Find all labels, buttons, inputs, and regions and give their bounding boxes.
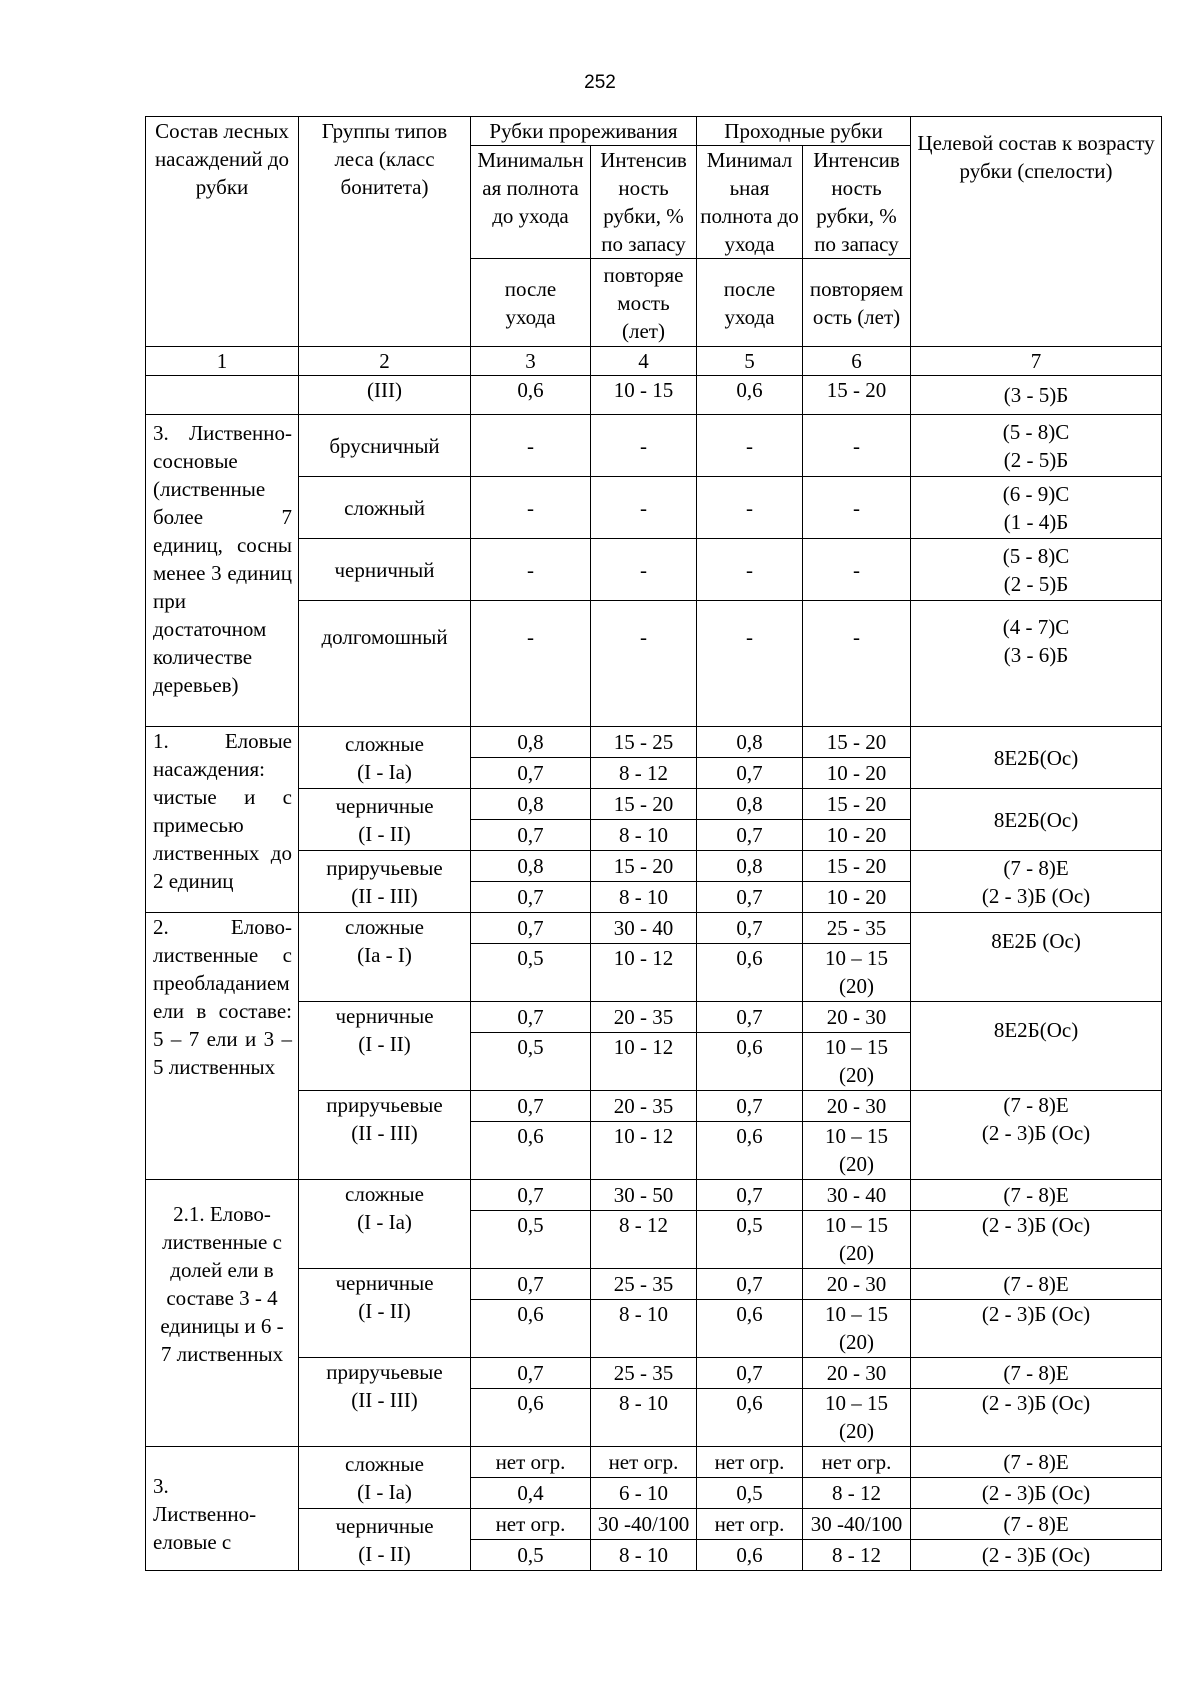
table-row — [146, 1002, 1162, 1033]
value-cell: - — [697, 539, 803, 601]
value-cell: 8 - 12 — [591, 758, 697, 789]
value-cell: - — [471, 477, 591, 539]
header-repeat-passage: повторяем ость (лет) — [803, 259, 911, 347]
target-cell: (2 - 3)Б (Ос) — [911, 1389, 1162, 1447]
value-cell: 0,5 — [697, 1478, 803, 1509]
value-cell: нет огр. — [591, 1447, 697, 1478]
value-cell: 0,8 — [471, 851, 591, 882]
value-cell: 20 - 30 — [803, 1091, 911, 1122]
target-cell: (3 - 5)Б — [911, 376, 1162, 415]
value-cell: 0,7 — [697, 913, 803, 944]
target-cell: 8Е2Б(Ос) — [911, 1002, 1162, 1091]
value-cell: 0,5 — [471, 1540, 591, 1571]
value-cell: 0,7 — [471, 1002, 591, 1033]
forest-type-cell: приручьевые (II - III) — [299, 1091, 471, 1180]
group-cell: 2. Елово-лиственные с преобладанием ели в составе: 5 – 7 ели и 3 – 5 лиственных — [146, 913, 299, 1180]
value-cell: 30 - 40 — [591, 913, 697, 944]
column-number: 1 — [146, 347, 299, 376]
value-cell: - — [591, 539, 697, 601]
target-cell: (2 - 3)Б (Ос) — [911, 1540, 1162, 1571]
value-cell: 10 – 15 (20) — [803, 1033, 911, 1091]
target-cell: 8Е2Б(Ос) — [911, 789, 1162, 851]
target-cell: (7 - 8)Е — [911, 1358, 1162, 1389]
value-cell: 8 - 10 — [591, 1389, 697, 1447]
column-number: 7 — [911, 347, 1162, 376]
value-cell: 20 - 30 — [803, 1002, 911, 1033]
value-cell: - — [803, 601, 911, 727]
column-number: 5 — [697, 347, 803, 376]
forest-type-cell: сложные (Ia - I) — [299, 913, 471, 1002]
value-cell: 0,7 — [471, 1358, 591, 1389]
value-cell: - — [471, 539, 591, 601]
target-cell: (7 - 8)Е (2 - 3)Б (Ос) — [911, 851, 1162, 913]
value-cell: 0,5 — [697, 1211, 803, 1269]
value-cell: 0,6 — [697, 1122, 803, 1180]
table-row — [146, 1091, 1162, 1122]
header-intensity-passage: Интенсив ность рубки, % по запасу — [803, 146, 911, 259]
header-thinning: Рубки прореживания — [471, 117, 697, 146]
table-row — [146, 1269, 1162, 1300]
value-cell: 15 - 20 — [803, 376, 911, 415]
column-number: 3 — [471, 347, 591, 376]
value-cell: 0,7 — [471, 1180, 591, 1211]
header-composition: Состав лесных насаждений до рубки — [146, 117, 299, 347]
value-cell: 6 - 10 — [591, 1478, 697, 1509]
value-cell: 0,7 — [471, 1269, 591, 1300]
forest-type-cell: долгомошный — [299, 601, 471, 727]
value-cell: 0,7 — [697, 1269, 803, 1300]
group-cell: 1. Еловые насаждения: чистые и с примесью лиственных до 2 единиц — [146, 727, 299, 913]
table-row — [146, 477, 1162, 539]
value-cell: 0,7 — [697, 820, 803, 851]
header-forest-types: Группы типов леса (класс бонитета) — [299, 117, 471, 347]
forest-type-cell: сложные (I - Ia) — [299, 1180, 471, 1269]
value-cell: 0,5 — [471, 1211, 591, 1269]
value-cell: 0,6 — [697, 944, 803, 1002]
value-cell: 0,8 — [471, 727, 591, 758]
value-cell: 0,6 — [697, 376, 803, 415]
value-cell: 0,7 — [471, 1091, 591, 1122]
value-cell: нет огр. — [697, 1447, 803, 1478]
value-cell: 0,8 — [697, 789, 803, 820]
value-cell: 30 - 40 — [803, 1180, 911, 1211]
header-intensity-thinning: Интенсив ность рубки, % по запасу — [591, 146, 697, 259]
group-cell: 2.1. Елово- лиственные с долей ели в составе 3 - 4 единицы и 6 - 7 лиственных — [146, 1180, 299, 1447]
value-cell: - — [591, 415, 697, 477]
value-cell: - — [803, 415, 911, 477]
value-cell: 0,6 — [697, 1540, 803, 1571]
target-cell: (2 - 3)Б (Ос) — [911, 1478, 1162, 1509]
table-header — [146, 117, 1162, 376]
value-cell: - — [697, 477, 803, 539]
table-row — [146, 415, 1162, 477]
table-row — [146, 1509, 1162, 1540]
value-cell: - — [697, 415, 803, 477]
value-cell: 0,8 — [697, 851, 803, 882]
value-cell: 30 -40/100 — [803, 1509, 911, 1540]
value-cell: 20 - 30 — [803, 1269, 911, 1300]
forest-type-cell: сложный — [299, 477, 471, 539]
table-row — [146, 1358, 1162, 1389]
target-cell: (7 - 8)Е — [911, 1447, 1162, 1478]
value-cell: 25 - 35 — [591, 1358, 697, 1389]
header-after-thinning: после ухода — [471, 259, 591, 347]
value-cell: 20 - 35 — [591, 1002, 697, 1033]
value-cell: 8 - 10 — [591, 820, 697, 851]
value-cell: 0,6 — [697, 1300, 803, 1358]
value-cell: 15 - 20 — [591, 789, 697, 820]
value-cell: 15 - 20 — [803, 789, 911, 820]
value-cell: 0,6 — [471, 376, 591, 415]
value-cell: - — [591, 601, 697, 727]
group-cell: 3. Лиственно-сосновые (лиственные более 7 единиц, сосны менее 3 единиц при достаточном количестве деревьев) — [146, 415, 299, 727]
value-cell: 8 - 10 — [591, 882, 697, 913]
value-cell: 0,8 — [471, 789, 591, 820]
value-cell: 15 - 20 — [591, 851, 697, 882]
table-row — [146, 1180, 1162, 1211]
header-passage: Проходные рубки — [697, 117, 911, 146]
value-cell: 0,7 — [697, 758, 803, 789]
target-cell: (6 - 9)С (1 - 4)Б — [911, 477, 1162, 539]
value-cell: - — [471, 601, 591, 727]
value-cell: 0,7 — [697, 1091, 803, 1122]
value-cell: 25 - 35 — [591, 1269, 697, 1300]
value-cell: 25 - 35 — [803, 913, 911, 944]
value-cell: 15 - 25 — [591, 727, 697, 758]
value-cell: 0,7 — [471, 882, 591, 913]
page-number: 252 — [584, 72, 616, 93]
header-min-density-thinning: Минимальн ая полнота до ухода — [471, 146, 591, 259]
value-cell: 30 -40/100 — [591, 1509, 697, 1540]
table-row — [146, 1447, 1162, 1478]
forest-type-cell: черничные (I - II) — [299, 789, 471, 851]
column-number: 6 — [803, 347, 911, 376]
value-cell: 0,7 — [471, 913, 591, 944]
forest-type-cell: черничный — [299, 539, 471, 601]
target-cell: (5 - 8)С (2 - 5)Б — [911, 539, 1162, 601]
value-cell: 0,7 — [697, 1358, 803, 1389]
value-cell: 8 - 12 — [591, 1211, 697, 1269]
target-cell: 8Е2Б (Ос) — [911, 913, 1162, 1002]
forest-type-cell: черничные (I - II) — [299, 1002, 471, 1091]
table-row — [146, 601, 1162, 727]
value-cell: 8 - 12 — [803, 1478, 911, 1509]
forest-type-cell: (III) — [299, 376, 471, 415]
table-row — [146, 789, 1162, 820]
forest-type-cell: черничные (I - II) — [299, 1509, 471, 1571]
value-cell: 8 - 10 — [591, 1540, 697, 1571]
target-cell: (7 - 8)Е — [911, 1180, 1162, 1211]
target-cell: (7 - 8)Е (2 - 3)Б (Ос) — [911, 1091, 1162, 1180]
value-cell: - — [803, 539, 911, 601]
table-row — [146, 539, 1162, 601]
value-cell: 0,6 — [471, 1300, 591, 1358]
target-cell: (2 - 3)Б (Ос) — [911, 1211, 1162, 1269]
value-cell: 8 - 12 — [803, 1540, 911, 1571]
value-cell: 10 – 15 (20) — [803, 1389, 911, 1447]
value-cell: 15 - 20 — [803, 727, 911, 758]
value-cell: 8 - 10 — [591, 1300, 697, 1358]
value-cell: 10 – 15 (20) — [803, 1300, 911, 1358]
value-cell: 30 - 50 — [591, 1180, 697, 1211]
value-cell: 0,5 — [471, 1033, 591, 1091]
value-cell: нет огр. — [803, 1447, 911, 1478]
value-cell: 10 - 15 — [591, 376, 697, 415]
target-cell: 8Е2Б(Ос) — [911, 727, 1162, 789]
forest-type-cell: сложные (I - Ia) — [299, 1447, 471, 1509]
value-cell: 0,4 — [471, 1478, 591, 1509]
target-cell: (7 - 8)Е — [911, 1509, 1162, 1540]
column-number-row — [146, 347, 1162, 376]
value-cell: 0,7 — [697, 1002, 803, 1033]
value-cell: 0,7 — [471, 758, 591, 789]
value-cell: 0,7 — [697, 882, 803, 913]
value-cell: 10 - 12 — [591, 1033, 697, 1091]
table-row — [146, 376, 1162, 415]
value-cell: 20 - 35 — [591, 1091, 697, 1122]
group-cell — [146, 376, 299, 415]
value-cell: 0,7 — [471, 820, 591, 851]
table-row — [146, 913, 1162, 944]
value-cell: 0,8 — [697, 727, 803, 758]
value-cell: 0,6 — [471, 1389, 591, 1447]
header-row — [146, 117, 1162, 146]
value-cell: 10 – 15 (20) — [803, 944, 911, 1002]
header-target: Целевой состав к возрасту рубки (спелости) — [911, 117, 1162, 347]
value-cell: 10 - 20 — [803, 882, 911, 913]
header-after-passage: после ухода — [697, 259, 803, 347]
value-cell: 10 - 20 — [803, 758, 911, 789]
target-cell: (4 - 7)С (3 - 6)Б — [911, 601, 1162, 727]
value-cell: 0,6 — [471, 1122, 591, 1180]
value-cell: 10 - 12 — [591, 944, 697, 1002]
value-cell: 20 - 30 — [803, 1358, 911, 1389]
table-row — [146, 727, 1162, 758]
value-cell: 10 – 15 (20) — [803, 1122, 911, 1180]
value-cell: - — [697, 601, 803, 727]
value-cell: 10 – 15 (20) — [803, 1211, 911, 1269]
value-cell: нет огр. — [697, 1509, 803, 1540]
target-cell: (5 - 8)С (2 - 5)Б — [911, 415, 1162, 477]
value-cell: 15 - 20 — [803, 851, 911, 882]
header-repeat-thinning: повторяе мость (лет) — [591, 259, 697, 347]
forest-thinning-table — [145, 116, 1162, 1571]
table-row — [146, 851, 1162, 882]
table-body — [146, 376, 1162, 1571]
group-cell: 3. Лиственно- еловые с — [146, 1447, 299, 1571]
value-cell: 0,7 — [697, 1180, 803, 1211]
forest-type-cell: приручьевые (II - III) — [299, 1358, 471, 1447]
value-cell: нет огр. — [471, 1509, 591, 1540]
column-number: 4 — [591, 347, 697, 376]
value-cell: 10 - 12 — [591, 1122, 697, 1180]
target-cell: (7 - 8)Е — [911, 1269, 1162, 1300]
forest-type-cell: приручьевые (II - III) — [299, 851, 471, 913]
value-cell: 0,6 — [697, 1033, 803, 1091]
value-cell: 0,6 — [697, 1389, 803, 1447]
forest-type-cell: черничные (I - II) — [299, 1269, 471, 1358]
value-cell: нет огр. — [471, 1447, 591, 1478]
target-cell: (2 - 3)Б (Ос) — [911, 1300, 1162, 1358]
value-cell: 10 - 20 — [803, 820, 911, 851]
header-min-density-passage: Минимал ьная полнота до ухода — [697, 146, 803, 259]
forest-type-cell: брусничный — [299, 415, 471, 477]
value-cell: - — [471, 415, 591, 477]
value-cell: - — [591, 477, 697, 539]
value-cell: 0,5 — [471, 944, 591, 1002]
value-cell: - — [803, 477, 911, 539]
forest-type-cell: сложные (I - Ia) — [299, 727, 471, 789]
column-number: 2 — [299, 347, 471, 376]
